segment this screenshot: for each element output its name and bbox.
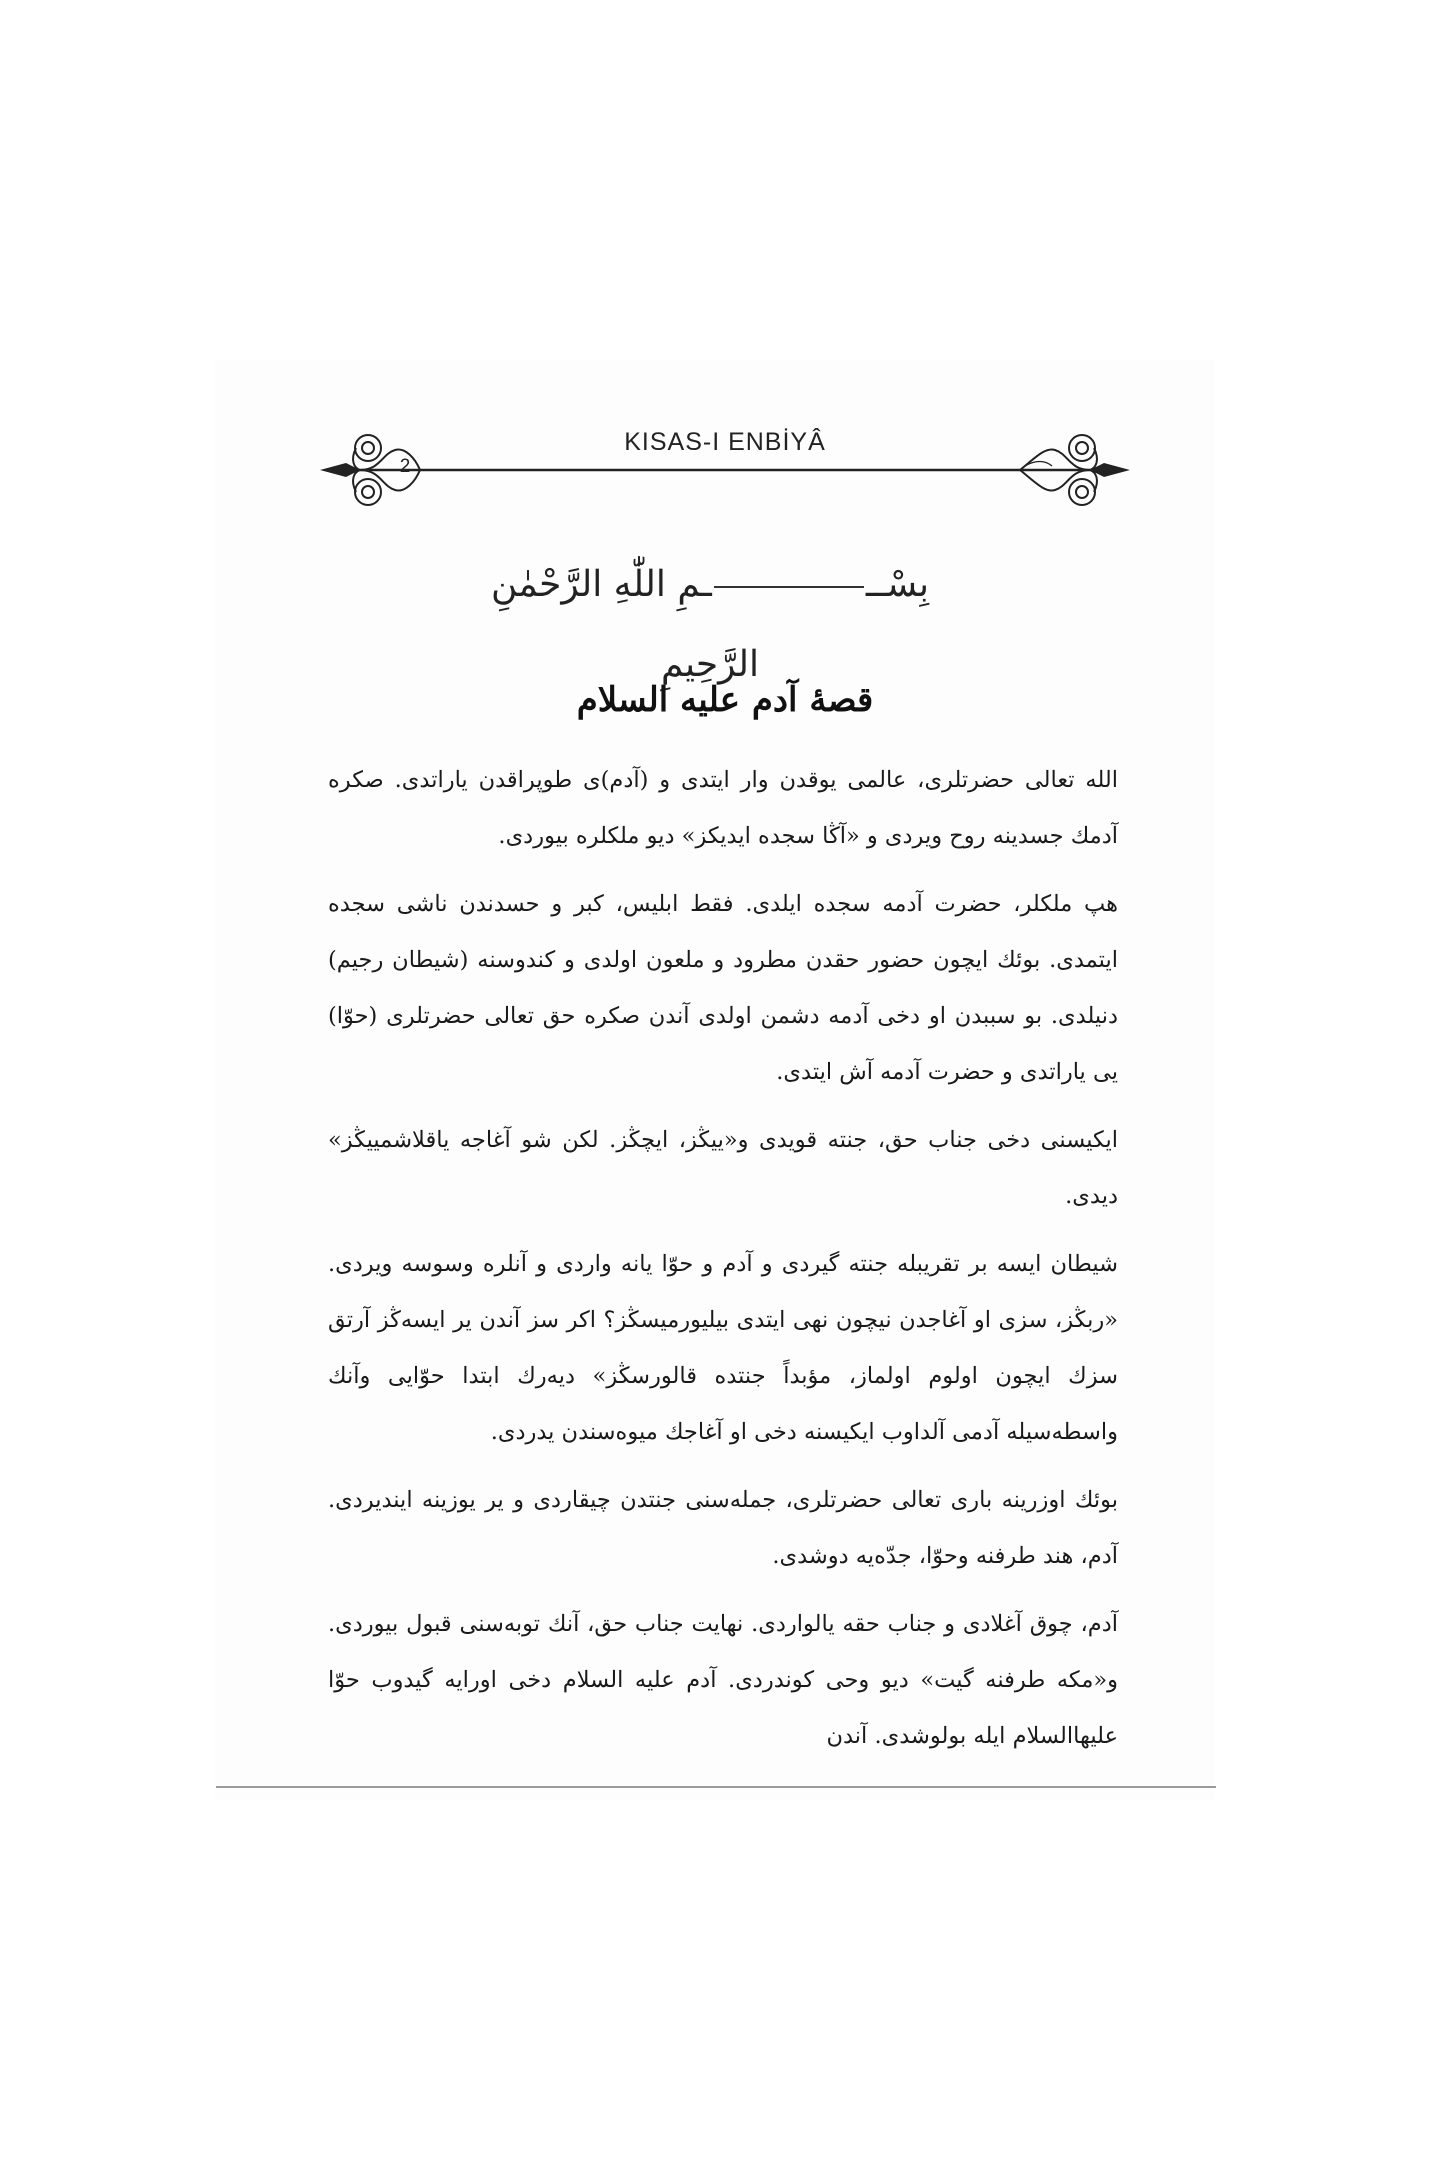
paragraph: آدم، چوق آغلادی و جناب حقه یالواردی. نهایت جناب حق، آنك توبه‌سنی قبول بیوردی. و«مکه طرفنه گیت» دیو وحی کوندردی. آدم علیه السلام دخی اورایه گیدوب حوّا علیهاالسلام ایله بولوشدی. آندن <box>328 1611 1118 1749</box>
running-title: KISAS-I ENBİYÂ <box>624 428 826 456</box>
ornamental-header-rule <box>320 410 1130 520</box>
paragraph: الله تعالی حضرتلری، عالمی یوقدن وار ایتدی و (آدم)ی طوپراقدن یاراتدی. صکره آدمك جسدینه روح ویردی و «آڭا سجده ایدیکز» دیو ملکلره بیوردی. <box>328 767 1118 849</box>
chapter-title: قصۀ آدم علیه السلام <box>576 680 874 720</box>
calligraphy-extension <box>714 586 864 588</box>
paragraph: شیطان ایسه بر تقریبله جنته گیردی و آدم و حوّا یانه واردی و آنلره وسوسه ویردی. «ربڭز، سزی او آغاجدن نیچون نهی ایتدی بیلیورمیسڭز؟ اکر سز آندن یر ایسه‌ڭز آرتق سزك ایچون اولوم اولماز، مؤبداً جنتده قالورسڭز» دیه‌رك ابتدا حوّایی وآنك واسطه‌سیله آدمی آلداوب ایکیسنه دخی او آغاجك میوه‌سندن یدردی. <box>328 1251 1118 1445</box>
paragraph: هپ ملکلر، حضرت آدمه سجده ایلدی. فقط ابلیس، کبر و حسدندن ناشی سجده ایتمدی. بوئك ایچون حضور حقدن مطرود و ملعون اولدی و کندوسنه (شیطان رجیم) دنیلدی. بو سببدن او دخی آدمه دشمن اولدی آندن صکره حق تعالی حضرتلری (حوّا) یی یاراتدی و حضرت آدمه آش ایتدی. <box>328 891 1118 1085</box>
basmala-end: ـمِ اللّٰهِ الرَّحْمٰنِ الرَّحِيمِ <box>490 564 759 685</box>
basmala-calligraphy <box>470 545 950 685</box>
page-number: 2 <box>399 456 411 477</box>
bottom-divider <box>216 1786 1216 1788</box>
paragraph: ایکیسنی دخی جناب حق، جنته قویدی و«ییڭز، ایچڭز. لکن شو آغاجه یاقلاشمییڭز» دیدی. <box>328 1127 1118 1209</box>
paragraph: بوئك اوزرینه باری تعالی حضرتلری، جمله‌سنی جنتدن چیقاردی و یر یوزینه ایندیردی. آدم، هند طرفنه وحوّا، جدّه‌یه دوشدی. <box>328 1487 1118 1569</box>
basmala-start: بِسْــ <box>865 564 930 605</box>
body-text <box>328 752 1118 1776</box>
page-header <box>320 410 1130 520</box>
